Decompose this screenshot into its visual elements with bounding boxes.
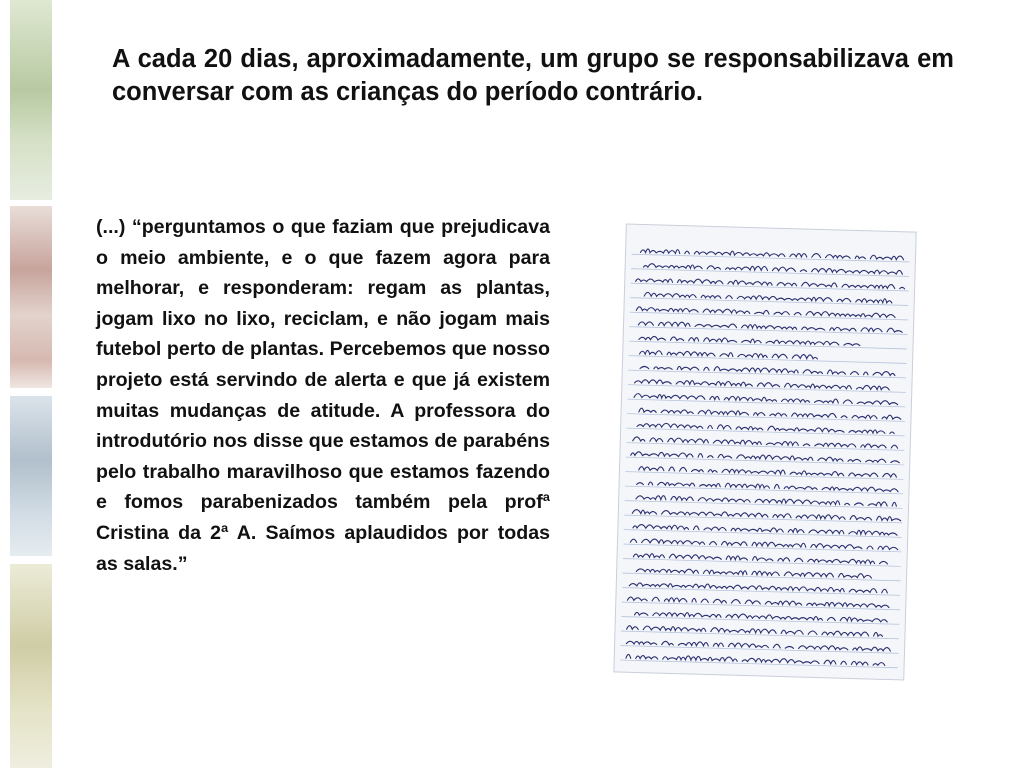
strip-photo-field [10,564,52,768]
strip-photo-water [10,396,52,556]
handwritten-page-image [606,218,924,688]
decorative-photo-strip [10,0,52,768]
strip-photo-plants [10,0,52,200]
strip-photo-people [10,206,52,388]
student-quote: (...) “perguntamos o que faziam que prejudicava o meio ambiente, e o que fazem agora para melhorar, e responderam: regam as plantas, jogam lixo no lixo, reciclam, e não jogam mais futebol perto de plantas. Percebemos que nosso projeto está servindo de alerta e que já existem muitas mudanças de atitude. A professora do introdutório nos disse que estamos de parabéns pelo trabalho maravilhoso que estamos fazendo e fomos parabenizados também pela profª Cristina da 2ª A. Saímos aplaudidos por todas as salas.” [96,216,550,575]
slide-heading: A cada 20 dias, aproximadamente, um grupo se responsabilizava em conversar com as crianças do período contrário. [112,45,954,106]
